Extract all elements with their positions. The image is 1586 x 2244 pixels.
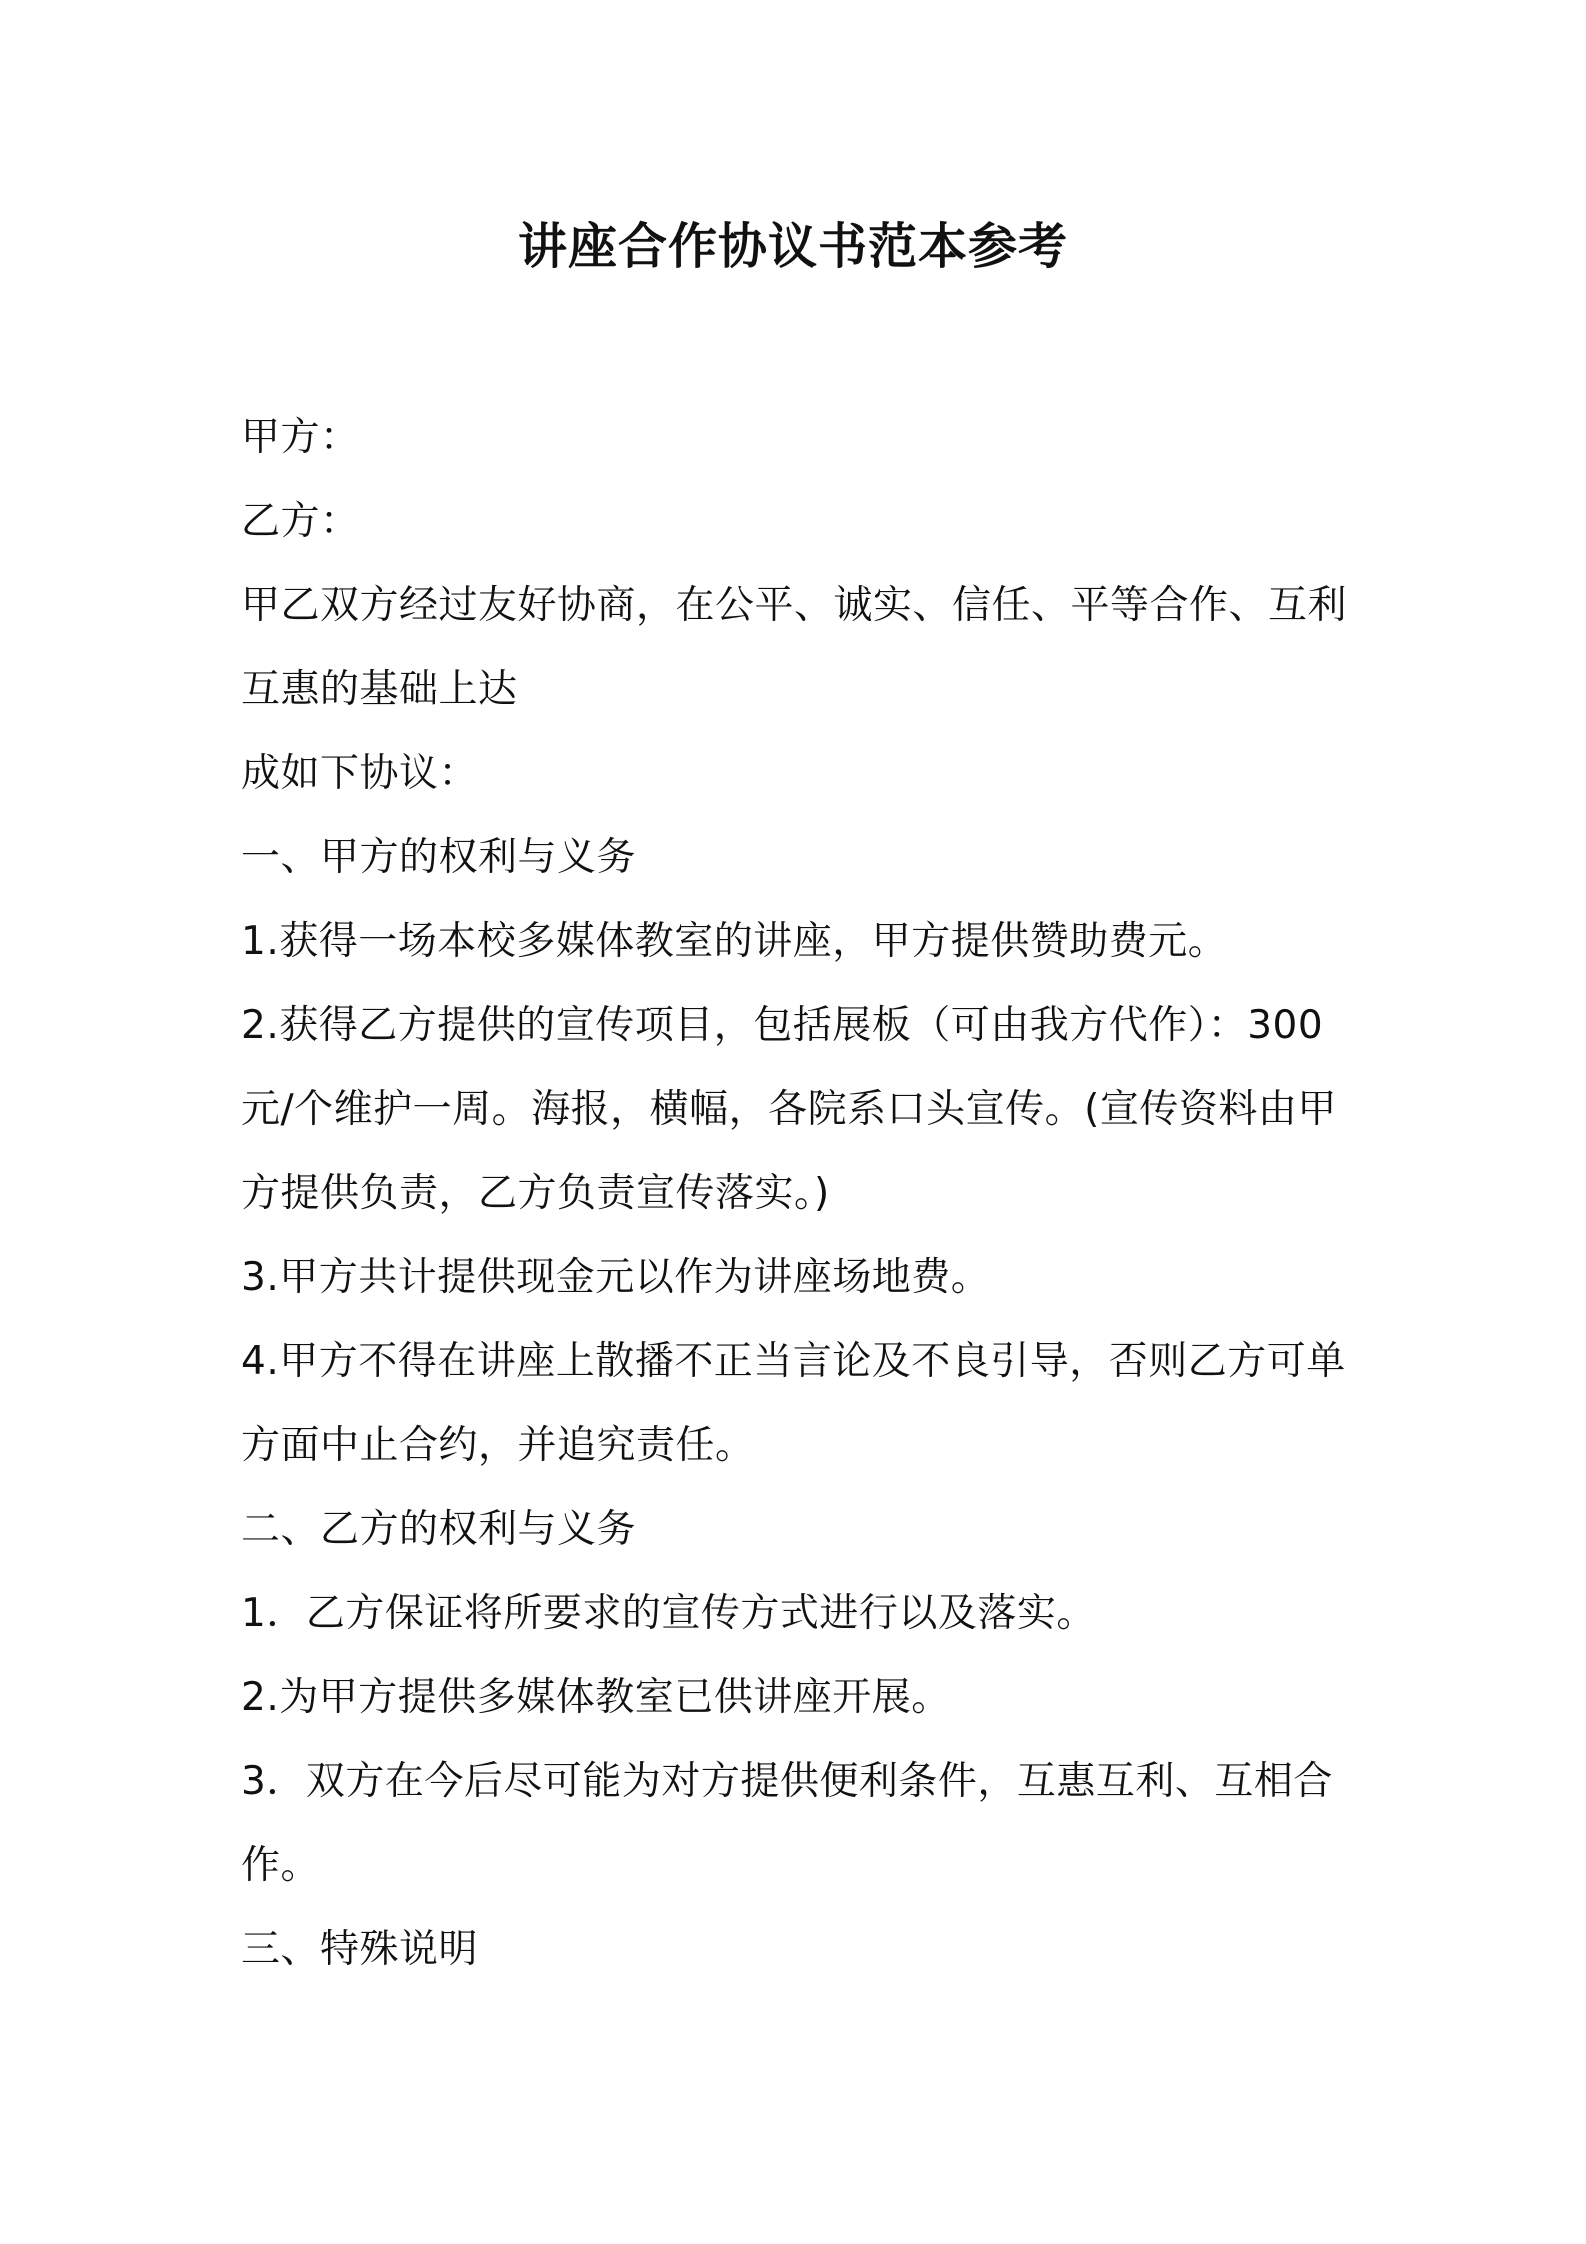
document-title: 讲座合作协议书范本参考 xyxy=(517,218,1068,275)
clause-a-2-line-1: 2.获得乙方提供的宣传项目，包括展板（可由我方代作）：300 xyxy=(241,1003,1324,1048)
clause-a-4-line-2: 方面中止合约，并追究责任。 xyxy=(241,1423,755,1468)
clause-b-3-line-2: 作。 xyxy=(241,1843,321,1888)
clause-a-2-line-3: 方提供负责，乙方负责宣传落实。) xyxy=(241,1171,830,1216)
clause-a-2-line-2: 元/个维护一周。海报，横幅，各院系口头宣传。(宣传资料由甲 xyxy=(241,1087,1337,1132)
clause-a-4-line-1: 4.甲方不得在讲座上散播不正当言论及不良引导，否则乙方可单 xyxy=(241,1339,1346,1384)
clause-b-2: 2.为甲方提供多媒体教室已供讲座开展。 xyxy=(241,1675,951,1720)
clause-a-3: 3.甲方共计提供现金元以作为讲座场地费。 xyxy=(241,1255,991,1300)
preamble-line-3: 成如下协议： xyxy=(241,751,479,796)
party-a-line: 甲方： xyxy=(241,415,360,460)
clause-a-1: 1.获得一场本校多媒体教室的讲座，甲方提供赞助费元。 xyxy=(241,919,1228,964)
clause-b-1: 1．乙方保证将所要求的宣传方式进行以及落实。 xyxy=(241,1591,1096,1636)
clause-b-3-line-1: 3．双方在今后尽可能为对方提供便利条件，互惠互利、互相合 xyxy=(241,1759,1333,1804)
section-heading-party-b: 二、乙方的权利与义务 xyxy=(241,1507,637,1552)
preamble-line-2: 互惠的基础上达 xyxy=(241,667,518,712)
section-heading-party-a: 一、甲方的权利与义务 xyxy=(241,835,637,880)
party-b-line: 乙方： xyxy=(241,499,360,544)
preamble-line-1: 甲乙双方经过友好协商，在公平、诚实、信任、平等合作、互利 xyxy=(241,583,1348,628)
section-heading-special: 三、特殊说明 xyxy=(241,1927,479,1972)
